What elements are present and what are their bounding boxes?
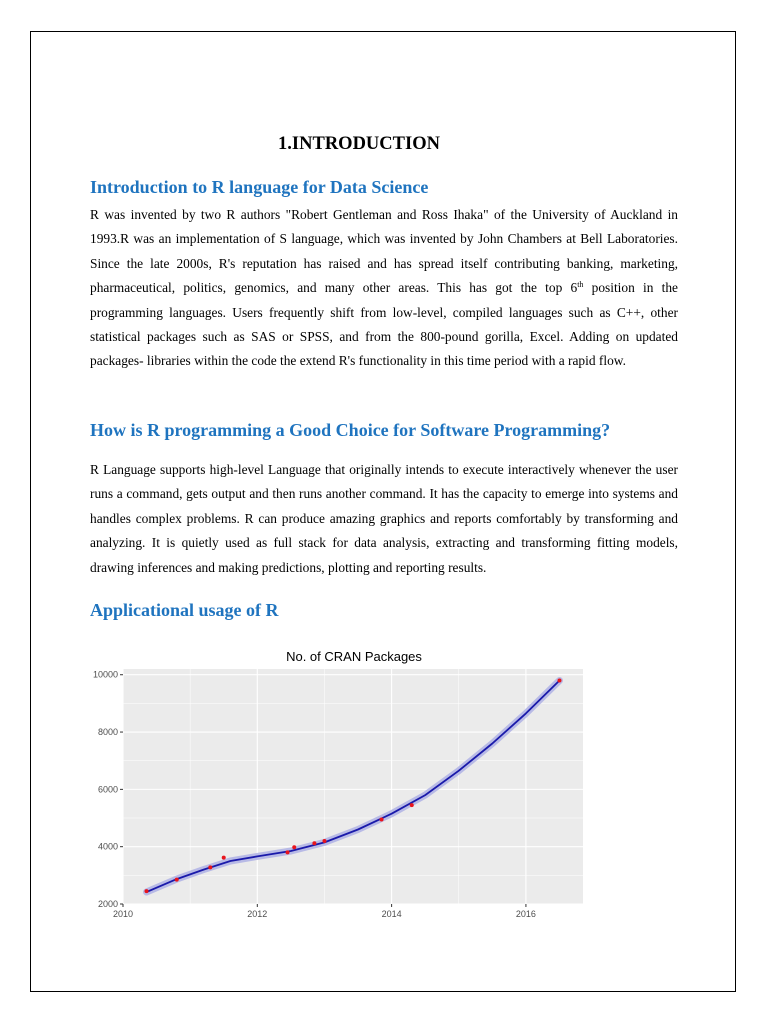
data-point: [175, 878, 179, 882]
page-title: 1.INTRODUCTION: [278, 134, 440, 154]
data-point: [286, 850, 290, 854]
plot-panel: [123, 669, 583, 904]
data-point: [292, 845, 296, 849]
intro-text-a: R was invented by two R authors "Robert Gentleman and Ross Ihaka" of the University of Auckland in 1993.R was an implementation of S language, which was invented by John Chambers at Bell Laboratories. Since the late 2000s, R's reputation has raised and has spread itself contributing banking, marketing, pharmaceutical, politics, genomics, and many other areas. This has got the top 6: [90, 207, 678, 296]
data-point: [145, 889, 149, 893]
y-tick-label: 10000: [92, 669, 118, 680]
data-point: [410, 803, 414, 807]
data-point: [222, 856, 226, 860]
x-tick-label: 2016: [515, 909, 536, 919]
data-point: [208, 865, 212, 869]
chart-title: No. of CRAN Packages: [286, 649, 422, 664]
x-tick-label: 2012: [247, 909, 268, 919]
intro-paragraph: [90, 203, 678, 374]
data-point: [312, 841, 316, 845]
intro-superscript: th: [577, 280, 584, 290]
data-point: [380, 817, 384, 821]
section-heading-intro: Introduction to R language for Data Science: [90, 177, 429, 197]
x-tick-label: 2014: [381, 909, 402, 919]
x-tick-label: 2010: [112, 909, 134, 919]
data-point: [557, 678, 561, 682]
good-choice-paragraph: R Language supports high-level Language that originally intends to execute interactively whenever the user runs a command, gets output and then runs another command. It has the capacity to emerge into systems and handles complex problems. R can produce amazing graphics and reports comfortably by transforming and analyzing. It is quietly used as full stack for data analysis, extracting and transforming fitting models, drawing inferences and making predictions, plotting and reporting results.: [90, 462, 678, 575]
y-tick-label: 8000: [97, 727, 118, 738]
data-point: [322, 839, 326, 843]
section-heading-usage: Applicational usage of R: [90, 600, 279, 620]
section-heading-good-choice: How is R programming a Good Choice for Software Programming?: [90, 420, 611, 440]
intro-text-b: position in the programming languages. Users frequently shift from low-level, compiled languages such as C++, other statistical packages such as SAS or SPSS, and from the 800-pound gorilla, Excel. Adding on updated packages- libraries within the code the extend R's functionality in this time period with a rapid flow.: [90, 280, 678, 369]
y-tick-label: 4000: [97, 841, 118, 852]
cran-packages-chart: [82, 644, 590, 920]
y-tick-label: 2000: [97, 899, 118, 909]
y-tick-label: 6000: [97, 784, 118, 795]
